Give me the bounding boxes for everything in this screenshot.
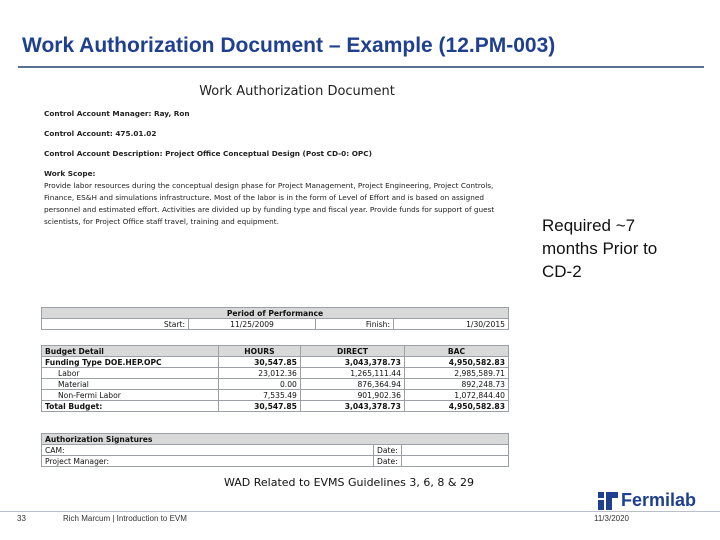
budget-cell: 2,985,589.71 bbox=[404, 368, 508, 379]
budget-cell: 23,012.36 bbox=[219, 368, 301, 379]
wad-document bbox=[42, 84, 512, 228]
budget-cell: 876,364.94 bbox=[300, 379, 404, 390]
finish-label: Finish: bbox=[316, 319, 394, 330]
budget-cell: 901,902.36 bbox=[300, 390, 404, 401]
signatures-header: Authorization Signatures bbox=[42, 434, 509, 445]
footer-date: 11/3/2020 bbox=[594, 514, 629, 523]
budget-cell: Material bbox=[42, 379, 219, 390]
work-scope-label: Work Scope: bbox=[44, 169, 96, 178]
pm-date-label: Date: bbox=[374, 456, 402, 467]
period-of-performance-table bbox=[41, 307, 509, 330]
cam-date-value bbox=[401, 445, 508, 456]
side-note-line: months Prior to bbox=[542, 239, 658, 258]
budget-col-header: Budget Detail bbox=[42, 346, 219, 357]
table-row bbox=[42, 357, 509, 368]
budget-cell: 0.00 bbox=[219, 379, 301, 390]
control-account-manager: Control Account Manager: Ray, Ron bbox=[44, 109, 190, 118]
slide-title: Work Authorization Document – Example (12.PM-003) bbox=[22, 34, 556, 57]
fermilab-logo-text: Fermilab bbox=[621, 490, 697, 510]
budget-col-header: DIRECT bbox=[300, 346, 404, 357]
fermilab-logo-icon bbox=[598, 492, 618, 510]
budget-col-header: BAC bbox=[404, 346, 508, 357]
budget-cell: 30,547.85 bbox=[219, 401, 301, 412]
title-divider bbox=[18, 66, 704, 68]
budget-cell: 1,265,111.44 bbox=[300, 368, 404, 379]
work-scope-text: Provide labor resources during the conceptual design phase for Project Management, Project Engineering, Project Controls, Finance, ES&H and simulations infrastructure. Most of the labor is in the form of Level of Effort and is based on assigned personnel and estimated effort. Activities are divided up by funding type and fiscal year. Provide funds for support of guest scientists, for Project Office staff travel, training and equipment. bbox=[44, 181, 495, 226]
side-note-line: Required ~7 bbox=[542, 216, 636, 235]
period-header: Period of Performance bbox=[42, 308, 509, 319]
table-row bbox=[42, 379, 509, 390]
authorization-signatures-table bbox=[41, 433, 509, 467]
budget-cell: 4,950,582.83 bbox=[404, 357, 508, 368]
footer-divider bbox=[0, 511, 720, 512]
pm-date-value bbox=[401, 456, 508, 467]
cam-date-label: Date: bbox=[374, 445, 402, 456]
table-row bbox=[42, 368, 509, 379]
budget-cell: 7,535.49 bbox=[219, 390, 301, 401]
budget-col-header: HOURS bbox=[219, 346, 301, 357]
table-row bbox=[42, 390, 509, 401]
fermilab-logo bbox=[598, 490, 696, 511]
finish-value: 1/30/2015 bbox=[394, 319, 509, 330]
budget-cell: 4,950,582.83 bbox=[404, 401, 508, 412]
budget-cell: Total Budget: bbox=[42, 401, 219, 412]
page-number: 33 bbox=[17, 514, 26, 523]
start-value: 11/25/2009 bbox=[189, 319, 316, 330]
pm-signature-label: Project Manager: bbox=[42, 456, 374, 467]
cam-signature-label: CAM: bbox=[42, 445, 374, 456]
side-note bbox=[542, 214, 657, 283]
side-note-line: CD-2 bbox=[542, 262, 582, 281]
budget-cell: 30,547.85 bbox=[219, 357, 301, 368]
budget-cell: 892,248.73 bbox=[404, 379, 508, 390]
control-account-description: Control Account Description: Project Office Conceptual Design (Post CD-0: OPC) bbox=[44, 149, 372, 158]
control-account: Control Account: 475.01.02 bbox=[44, 129, 157, 138]
start-label: Start: bbox=[42, 319, 189, 330]
wad-title: Work Authorization Document bbox=[199, 84, 395, 99]
budget-cell: Labor bbox=[42, 368, 219, 379]
wad-caption: WAD Related to EVMS Guidelines 3, 6, 8 & 29 bbox=[224, 476, 474, 489]
budget-cell: Non-Fermi Labor bbox=[42, 390, 219, 401]
budget-detail-table bbox=[41, 345, 509, 412]
budget-header-row bbox=[42, 346, 509, 357]
budget-cell: 3,043,378.73 bbox=[300, 401, 404, 412]
budget-cell: Funding Type DOE.HEP.OPC bbox=[42, 357, 219, 368]
table-row bbox=[42, 401, 509, 412]
presenter-credit: Rich Marcum | Introduction to EVM bbox=[63, 514, 187, 523]
budget-cell: 3,043,378.73 bbox=[300, 357, 404, 368]
budget-cell: 1,072,844.40 bbox=[404, 390, 508, 401]
